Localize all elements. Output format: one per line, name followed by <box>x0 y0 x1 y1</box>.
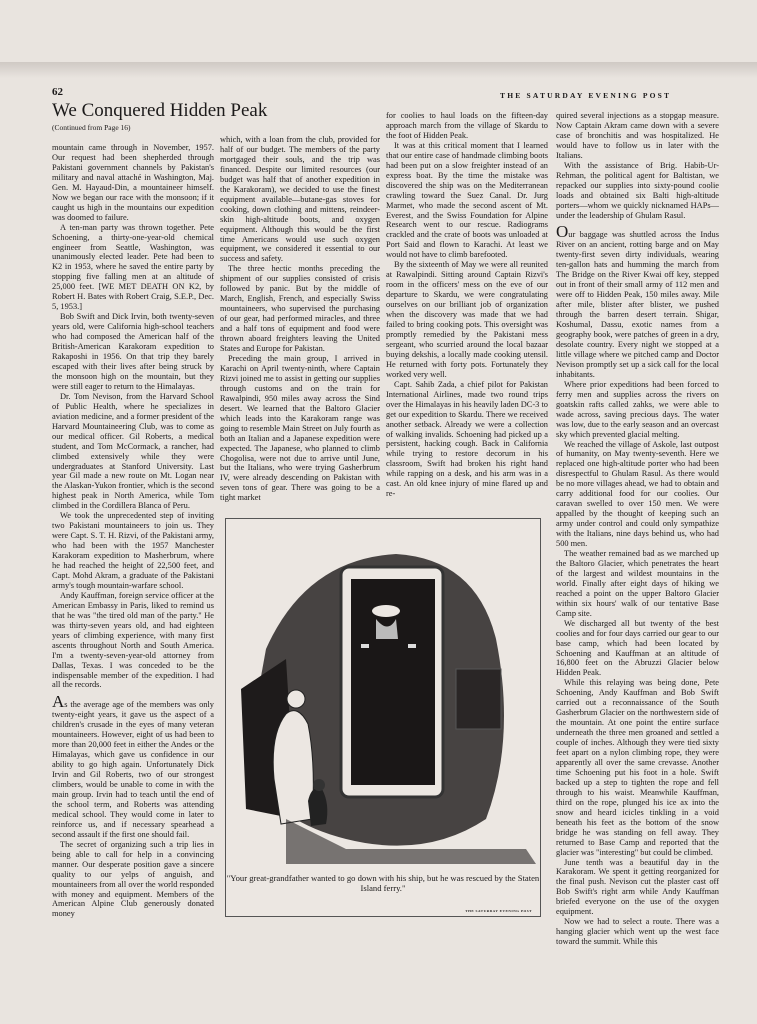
continued-note: (Continued from Page 16) <box>52 123 131 132</box>
column-2 <box>220 135 380 511</box>
paragraph: With the assistance of Brig. Habib-Ur-Rehman, the political agent for Baltistan, we repacked our supplies into sixty-pound coolie loads and obtained six Balti high-altitude porters—whom we quickly nicknamed HAPs—under the leadership of Ghulam Rasul. <box>556 160 719 220</box>
column-1 <box>52 143 214 1003</box>
cartoon-illustration <box>225 518 541 917</box>
paragraph: The weather remained bad as we marched up the Baltoro Glacier, which penetrates the heart of the largest and wildest mountains in the world. Finally after eight days of hiking we reached a point on the upper Baltoro Glacier within six hours' walk of our tentative Base Camp site. <box>556 548 719 618</box>
paragraph: It was at this critical moment that I learned that our entire case of handmade climbing boots had been put on a slow freighter instead of an express boat. By the time the mistake was discovered the ship was on the Mediterranean crawling toward the Suez Canal. Dr. Jurg Marmet, who made the second ascent of Mt. Everest, and the Swiss Foundation for Alpine Research went to our rescue. Radiograms crackled and the crate of boots was unloaded at Port Said and flown to Karachi. At least we would not have to climb barefooted. <box>386 140 548 260</box>
paragraph: Where prior expeditions had been forced to ferry men and supplies across the rivers on goatskin rafts called zahks, we were able to wade across, saving precious days. The water was low, due to the early season and an overcast sky which prevented glacial melting. <box>556 379 719 439</box>
paragraph: Preceding the main group, I arrived in Karachi on April twenty-ninth, where Captain Rizvi joined me to assist in getting our supplies through customs and on the train for Rawalpindi, 950 miles away across the Sind desert. We learned that the Baltoro Glacier which leads into the Karakoram range was going to resemble Main Street on July fourth as both an Italian and a Japanese expedition were expected. The Japanese, who planned to climb Chogolisa, were not due to arrive until June, but the Italians, who were trying Gasherbrum IV, were already descending on Pakistan with seven tons of gear. There was going to be a tight market <box>220 353 380 503</box>
paragraph-dropcap <box>52 692 214 839</box>
column-4 <box>556 111 719 991</box>
article-title: We Conquered Hidden Peak <box>52 100 268 121</box>
drop-cap: O <box>556 222 569 242</box>
cartoon-credit: THE SATURDAY EVENING POST <box>465 909 532 913</box>
paragraph: mountain came through in November, 1957. Our request had been shepherded through Pakistani government channels by Pakistan's military and naval attaché in Washington, Maj. Gen. M. Hayaud-Din, a mountaineer himself. Now we began our race with the monsoon; if it caught us high in the mountains our expedition was doomed to failure. <box>52 143 214 222</box>
paragraph: A ten-man party was thrown together. Pete Schoening, a thirty-one-year-old chemical engineer from Seattle, Washington, was unanimously elected leader. Pete had been to K2 in 1953, where he saved the entire party by stopping five falling men at an altitude of 25,000 feet. [WE MET DEATH ON K2, by Robert H. Bates with Robert Craig, S.E.P., Dec. 5, 1953.] <box>52 222 214 312</box>
paragraph-text: ur baggage was shuttled across the Indus River on an ancient, rotting barge and on May twenty-first seven dirty individuals, wearing ten-gallon hats and humming the march from The Bridge on the River Kwai off key, stepped out in front of their small army of 112 men and were off to Hidden Peak, 150 miles away. Mile after mile, blister after blister, we pushed through the barren desert terrain. Shigar, Koshumal, Dassu, exotic names from a geography book, were patches of green in a dry, desolate country. Every night we stopped at a little village where we pitched camp and Doctor Nevison promptly set up a sick call for the local inhabitants. <box>556 230 719 379</box>
drop-cap: A <box>52 692 65 712</box>
paragraph: June tenth was a beautiful day in the Karakoram. We spent it getting reorganized for the final push. Nevison cut the plaster cast off Bob Swift's right arm while Andy Kauffman briefed everyone on the use of the oxygen equipment. <box>556 857 719 917</box>
paragraph-dropcap <box>556 222 719 379</box>
paragraph: which, with a loan from the club, provided for half of our budget. The members of the party mortgaged their souls, and the trip was financed. Despite our limited resources (our budget was half that of another expedition in the Karakoram), we decided to use the finest equipment available—butane-gas stoves for cooking, down clothing and mittens, reindeer-skin high-altitude boots, and oxygen equipment. Although this would be the first time Americans would use such oxygen equipment, we considered it essential to our success and safety. <box>220 135 380 264</box>
page-number: 62 <box>52 86 63 98</box>
paragraph: Now we had to select a route. There was a hanging glacier which went up the west face toward the summit. While this <box>556 917 719 947</box>
paragraph: Bob Swift and Dick Irvin, both twenty-seven years old, were California high-school teachers who had composed the American half of the British-American Karakoram expedition to Rakaposhi in 1956. On that trip they barely escaped with their lives after being struck by the monsoon high on the mountain, but they were still eager to return to the Himalayas. <box>52 312 214 391</box>
paragraph: We reached the village of Askole, last outpost of humanity, on May twenty-seventh. Here we replaced one high-altitude porter who had been disrespectful to Ghulam Rasul. As there would be no more villages ahead, we had to obtain and carry additional food for our coolies. Our caravan swelled to over 150 men. We were appalled by the thought of keeping such an army under control and could only sympathize with the Italians, nine days behind us, who had 500 men. <box>556 439 719 549</box>
paragraph: Dr. Tom Nevison, from the Harvard School of Public Health, where he specializes in aviation medicine, and a former president of the Harvard Mountaineering Club, was to come as our medical officer. Gil Roberts, a medical student, and Tom McCormack, a rancher, had climbed extensively while they were undergraduates at Stanford University. Last year Gil made a new route on Mt. Logan near the Alaskan-Yukon frontier, which is the second highest peak in North America, while Tom climbed in the Cordillera Blanca of Peru. <box>52 391 214 511</box>
paragraph-text: s the average age of the members was only twenty-eight years, it gave us the aspect of a children's crusade in the eyes of many veteran mountaineers. However, eight of us had been to more than 20,000 feet in either the Andes or the Himalayas, which gave us confidence in our ability to go high again. Unfortunately Dick Irvin and Gil Roberts, two of our strongest climbers, would be unable to come in with the main group. Irvin had to teach until the end of the school term, and Roberts was attending medical school. They would come in later to reinforce us, and if necessary spearhead a second assault if the first one should fail. <box>52 700 214 839</box>
paragraph: The secret of organizing such a trip lies in being able to call for help in a convincing manner. Our desperate position gave a sincere quality to our yelps of anguish, and mountaineers from all over the world responded with money and equipment. Members of the American Alpine Club generously donated money <box>52 839 214 919</box>
paragraph: for coolies to haul loads on the fifteen-day approach march from the village of Skardu to the foot of Hidden Peak. <box>386 111 548 140</box>
cartoon-caption: "Your great-grandfather wanted to go down with his ship, but he was rescued by the Staten Island ferry." <box>226 873 540 893</box>
cartoon-drawing <box>226 519 540 869</box>
scan-edge <box>0 62 757 78</box>
running-head: THE SATURDAY EVENING POST <box>500 91 672 100</box>
paragraph: By the sixteenth of May we were all reunited at Rawalpindi. Sitting around Captain Rizvi's room in the officers' mess on the eve of our departure to Skardu, we were congratulating ourselves on our brilliant job of organization when the discovery was made that we had failed to bring cooking pots. This oversight was promptly remedied by the Pakistani mess sergeant, who scurried around the local bazaar buying dekshis, a locally made cooking utensil. He returned with forty pots. Fortunately they worked very well. <box>386 260 548 379</box>
paragraph: While this relaying was being done, Pete Schoening, Andy Kauffman and Bob Swift carried out a reconnaissance of the South Gasherbrum Glacier on the northwestern side of the mountain. At one point the entire surface underneath the three men groaned and settled a couple of inches. Although they were tied sixty feet apart on a nylon climbing rope, they were apparently all over the same crevasse. Another time Schoening put his foot in a hole. Swift backed up a step to tighten the rope and fell through to his waist. Meanwhile Kauffman, third on the rope, plunged his ice ax into the snow and heard icicles tinkling in a void beneath his feet as the bottom of the snow bridge he was standing on fell away. They returned to Base Camp and reported that the glacier was "interesting" but could be climbed. <box>556 678 719 857</box>
paragraph: Andy Kauffman, foreign service officer at the American Embassy in Paris, liked to remind us that he was "the tired old man of the party." He was thirty-seven years old, and had eighteen years of climbing experience, with many first ascents throughout North and South America. I'm a twenty-seven-year-old attorney from Dallas, Texas. I was conceded to be the indispensable member of the expedition. I had all the records. <box>52 590 214 690</box>
paragraph: Capt. Sahib Zada, a chief pilot for Pakistan International Airlines, made two round trips over the Himalayas in his heavily laden DC-3 to get our expedition to Skardu. There we received another setback. Already we were a collection of walking invalids. Schoening had picked up a persistent, hacking cough. Back in California while trying to restore decorum in his classroom, Swift had broken his right hand while rapping on a desk, and his arm was in a cast. An old knee injury of mine flared up and re- <box>386 379 548 499</box>
column-3 <box>386 111 548 511</box>
paragraph: We took the unprecedented step of inviting two Pakistani mountaineers to join us. They were Capt. S. T. H. Rizvi, of the Pakistani army, who had been with the 1957 Manchester Karakoram expedition to Masherbrum, where he had reached the height of 22,500 feet, and Capt. Mohd Akram, a graduate of the Pakistani army's tough mountain-warfare school. <box>52 511 214 590</box>
paragraph: We discharged all but twenty of the best coolies and for four days carried our gear to our base camp, which had been located by Schoening and Kauffman at an altitude of 16,800 feet on the Abruzzi Glacier below Hidden Peak. <box>556 618 719 678</box>
paragraph: The three hectic months preceding the shipment of our supplies consisted of crisis followed by panic. But by the middle of March, English, French, and especially Swiss mountaineers, who supervised the purchasing of our gear, had performed miracles, and three and a half tons of equipment and food were thrown aboard freighters leaving the United States and Europe for Pakistan. <box>220 264 380 354</box>
paragraph: quired several injections as a stopgap measure. Now Captain Akram came down with a severe case of bronchitis and was hospitalized. He would have to follow us in later with the Italians. <box>556 111 719 160</box>
